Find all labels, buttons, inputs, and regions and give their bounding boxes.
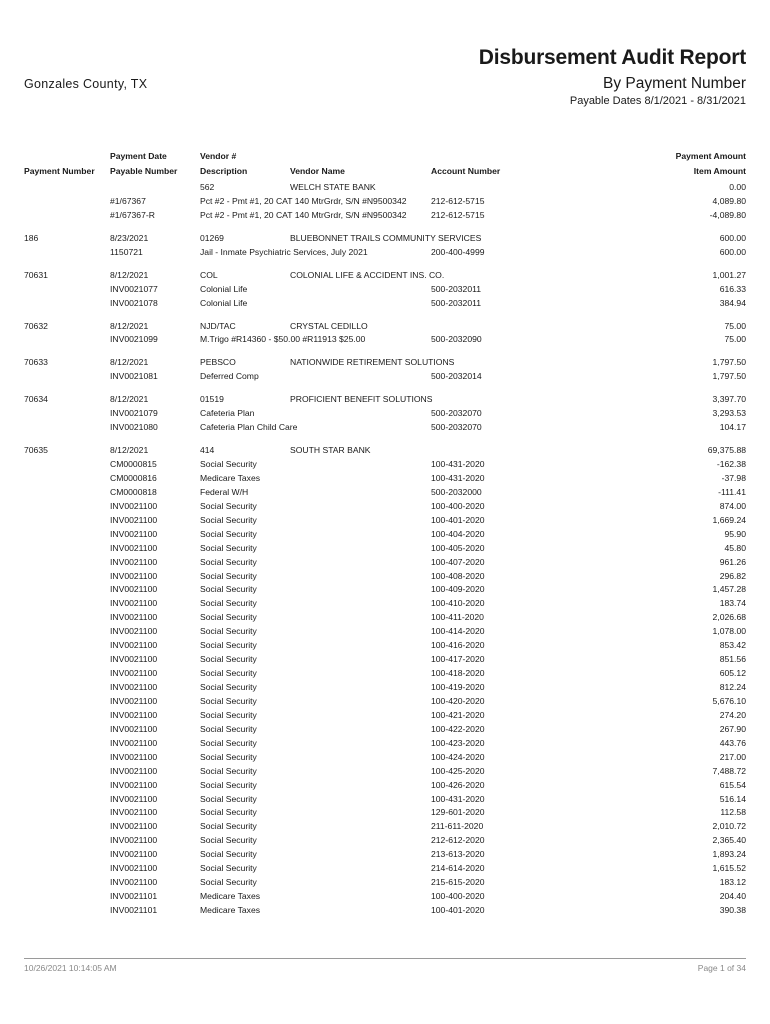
table-row [0,611,770,625]
amount-cell: 443.76 [719,737,746,748]
description-cell: Federal W/H [200,486,249,497]
description-cell: Cafeteria Plan [200,408,255,419]
description-cell: Pct #2 - Pmt #1, 20 CAT 140 MtrGrdr, S/N #N9500342 [200,195,407,206]
table-row [0,370,770,384]
amount-cell: 4,089.80 [712,195,746,206]
amount-cell: 75.00 [724,334,746,345]
amount-cell: 1,669.24 [712,514,746,525]
account-number-cell: 500-2032070 [431,422,482,433]
account-number-cell: 100-424-2020 [431,751,485,762]
amount-cell: 384.94 [719,297,746,308]
payable-cell: INV0021078 [110,297,158,308]
amount-cell: 0.00 [729,182,746,192]
amount-cell: 274.20 [719,709,746,720]
account-number-cell: 213-613-2020 [431,849,485,860]
footer-timestamp: 10/26/2021 10:14:05 AM [24,963,117,973]
payable-cell: 8/23/2021 [110,232,149,243]
table-row [0,500,770,514]
account-number-cell: 100-400-2020 [431,500,485,511]
description-cell: Social Security [200,626,257,637]
amount-cell: 1,797.50 [712,371,746,382]
amount-cell: 1,078.00 [712,626,746,637]
description-cell: Cafeteria Plan Child Care [200,422,298,433]
table-row [0,246,770,260]
table-row [0,806,770,820]
description-cell: Social Security [200,807,257,818]
description-cell: Jail - Inmate Psychiatric Services, July 2021 [200,246,368,257]
account-number-cell: 200-400-4999 [431,246,485,257]
description-cell: Social Security [200,849,257,860]
table-row [0,297,770,311]
payable-cell: INV0021100 [110,793,158,804]
table-row [0,269,770,283]
payable-cell: INV0021100 [110,556,158,567]
table-row [0,751,770,765]
payment-number-cell: 186 [24,232,39,243]
footer-divider [24,958,746,959]
account-number-cell: 500-2032011 [431,297,482,308]
account-number-cell: 100-401-2020 [431,905,485,915]
account-number-cell: 212-612-5715 [431,195,485,206]
table-row [0,695,770,709]
payment-number-cell: 70633 [24,357,48,368]
description-cell: Colonial Life [200,283,248,294]
amount-cell: 616.33 [719,283,746,294]
payable-cell: #1/67367-R [110,209,155,220]
payable-cell: INV0021100 [110,654,158,665]
amount-cell: 853.42 [719,640,746,651]
table-row [0,820,770,834]
table-row [0,181,770,195]
payable-cell: INV0021080 [110,422,158,433]
description-cell: Pct #2 - Pmt #1, 20 CAT 140 MtrGrdr, S/N #N9500342 [200,209,407,220]
payable-cell: INV0021100 [110,612,158,623]
payable-cell: INV0021100 [110,542,158,553]
payable-cell: INV0021100 [110,626,158,637]
amount-cell: 104.17 [719,422,746,433]
description-cell: Social Security [200,765,257,776]
table-row [0,209,770,223]
payment-number-cell: 70634 [24,394,48,405]
table-row [0,653,770,667]
account-number-cell: 100-416-2020 [431,640,485,651]
amount-cell: 217.00 [719,751,746,762]
payable-cell: INV0021100 [110,682,158,692]
table-row [0,333,770,347]
description-cell: Social Security [200,682,257,692]
table-row [0,723,770,737]
table-row [0,779,770,793]
payable-cell: INV0021081 [110,371,158,382]
description-cell: Social Security [200,584,257,595]
column-header-payable-number: Payable Number [110,166,178,176]
table-row [0,320,770,334]
account-number-cell: 500-2032090 [431,334,482,345]
payable-cell: 8/12/2021 [110,357,149,368]
table-row [0,393,770,407]
county-name: Gonzales County, TX [24,77,148,91]
amount-cell: 1,893.24 [712,849,746,860]
description-cell: Social Security [200,779,257,790]
account-number-cell: 100-423-2020 [431,737,485,748]
table-row [0,486,770,500]
payable-cell: 1150721 [110,246,143,257]
table-row [0,848,770,862]
account-number-cell: 100-404-2020 [431,528,485,539]
account-number-cell: 100-419-2020 [431,682,485,692]
column-header-item-amount: Item Amount [693,166,746,176]
description-cell: Medicare Taxes [200,472,261,483]
amount-cell: 69,375.88 [707,445,746,456]
description-cell: Social Security [200,612,257,623]
vendor-name-cell: CRYSTAL CEDILLO [290,320,368,331]
column-header-vendor-number: Vendor # [200,151,237,161]
account-number-cell: 100-414-2020 [431,626,485,637]
description-cell: Social Security [200,542,257,553]
payable-cell: CM0000818 [110,486,157,497]
account-number-cell: 100-407-2020 [431,556,485,567]
table-row [0,570,770,584]
table-row [0,444,770,458]
description-cell: Social Security [200,863,257,874]
amount-cell: 1,797.50 [712,357,746,368]
description-cell: Deferred Comp [200,371,259,382]
table-row [0,834,770,848]
payment-number-cell: 70635 [24,445,48,456]
payable-cell: 8/12/2021 [110,320,149,331]
report-rows [0,181,770,918]
description-cell: Social Security [200,556,257,567]
amount-cell: 5,676.10 [712,695,746,706]
amount-cell: 112.58 [720,807,746,818]
vendor-name-cell: COLONIAL LIFE & ACCIDENT INS. CO. [290,269,445,280]
vendor-name-cell: WELCH STATE BANK [290,182,376,192]
amount-cell: 961.26 [719,556,746,567]
footer-page-number: Page 1 of 34 [697,963,746,973]
payable-cell: 8/12/2021 [110,394,149,405]
column-header-payment-number: Payment Number [24,166,95,176]
vendor-name-cell: PROFICIENT BENEFIT SOLUTIONS [290,394,433,405]
amount-cell: 874.00 [719,500,746,511]
description-cell: Social Security [200,598,257,609]
amount-cell: 851.56 [719,654,746,665]
table-row [0,890,770,904]
payment-number-cell: 70632 [24,320,48,331]
payable-cell: INV0021101 [110,891,158,902]
description-cell: Social Security [200,751,257,762]
description-cell: 01269 [200,232,224,243]
table-row [0,356,770,370]
account-number-cell: 214-614-2020 [431,863,485,874]
amount-cell: -162.38 [716,459,746,469]
description-cell: Social Security [200,640,257,651]
amount-cell: 605.12 [719,668,746,679]
amount-cell: 2,365.40 [712,835,746,846]
description-cell: Social Security [200,668,257,679]
column-header-vendor-name: Vendor Name [290,166,345,176]
amount-cell: 7,488.72 [712,765,746,776]
payable-cell: INV0021100 [110,849,158,860]
table-row [0,793,770,807]
column-header-payment-amount: Payment Amount [675,151,746,161]
amount-cell: 183.12 [719,877,746,888]
table-row [0,407,770,421]
amount-cell: 95.90 [724,528,746,539]
account-number-cell: 100-408-2020 [431,570,485,581]
vendor-name-cell: NATIONWIDE RETIREMENT SOLUTIONS [290,357,455,368]
payable-cell: INV0021101 [110,905,158,915]
description-cell: M.Trigo #R14360 - $50.00 #R11913 $25.00 [200,334,366,345]
account-number-cell: 500-2032011 [431,283,482,294]
amount-cell: 45.80 [724,542,746,553]
table-row [0,597,770,611]
payment-number-cell: 70631 [24,269,48,280]
table-row [0,514,770,528]
payable-cell: INV0021100 [110,779,158,790]
table-row [0,458,770,472]
description-cell: Medicare Taxes [200,905,261,915]
account-number-cell: 100-420-2020 [431,695,485,706]
amount-cell: 1,001.27 [712,269,746,280]
report-title: Disbursement Audit Report [478,46,746,69]
account-number-cell: 100-411-2020 [431,612,484,623]
payable-cell: INV0021077 [110,283,158,294]
description-cell: Social Security [200,459,257,469]
table-row [0,737,770,751]
amount-cell: 2,010.72 [712,821,746,832]
account-number-cell: 100-409-2020 [431,584,485,595]
payable-date-range: Payable Dates 8/1/2021 - 8/31/2021 [569,95,746,107]
description-cell: Social Security [200,737,257,748]
description-cell: Colonial Life [200,297,248,308]
payable-cell: INV0021100 [110,528,158,539]
amount-cell: 75.00 [724,320,746,331]
account-number-cell: 100-431-2020 [431,459,485,469]
payable-cell: INV0021100 [110,821,158,832]
payable-cell: INV0021100 [110,835,158,846]
account-number-cell: 212-612-5715 [431,209,485,220]
description-cell: Social Security [200,877,257,888]
amount-cell: 3,293.53 [712,408,746,419]
account-number-cell: 100-421-2020 [431,709,485,720]
payable-cell: 8/12/2021 [110,269,149,280]
account-number-cell: 100-400-2020 [431,891,485,902]
account-number-cell: 211-611-2020 [431,821,484,832]
table-row [0,195,770,209]
payable-cell: INV0021100 [110,877,158,888]
description-cell: Medicare Taxes [200,891,261,902]
table-row [0,862,770,876]
table-row [0,681,770,695]
account-number-cell: 100-410-2020 [431,598,485,609]
description-cell: Social Security [200,835,257,846]
amount-cell: 3,397.70 [712,394,746,405]
description-cell: 414 [200,445,215,456]
account-number-cell: 100-425-2020 [431,765,485,776]
amount-cell: 296.82 [719,570,746,581]
vendor-name-cell: SOUTH STAR BANK [290,445,371,456]
account-number-cell: 500-2032014 [431,371,482,382]
payable-cell: INV0021100 [110,514,158,525]
account-number-cell: 129-601-2020 [431,807,485,818]
description-cell: Social Security [200,821,257,832]
description-cell: COL [200,269,218,280]
table-row [0,583,770,597]
account-number-cell: 215-615-2020 [431,877,485,888]
account-number-cell: 500-2032070 [431,408,482,419]
payable-cell: INV0021100 [110,598,158,609]
description-cell: Social Security [200,528,257,539]
description-cell: Social Security [200,500,257,511]
table-row [0,904,770,918]
account-number-cell: 100-426-2020 [431,779,485,790]
payable-cell: INV0021100 [110,765,158,776]
amount-cell: -111.41 [718,486,746,497]
payable-cell: CM0000815 [110,459,157,469]
table-row [0,232,770,246]
amount-cell: 1,457.28 [712,584,746,595]
amount-cell: 600.00 [719,232,746,243]
vendor-name-cell: BLUEBONNET TRAILS COMMUNITY SERVICES [290,232,482,243]
payable-cell: INV0021100 [110,668,158,679]
column-header-description: Description [200,166,248,176]
table-row [0,542,770,556]
table-row [0,528,770,542]
amount-cell: 2,026.68 [712,612,746,623]
payable-cell: INV0021100 [110,570,158,581]
amount-cell: 812.24 [719,682,746,692]
table-row [0,667,770,681]
table-row [0,639,770,653]
description-cell: Social Security [200,654,257,665]
description-cell: Social Security [200,514,257,525]
description-cell: Social Security [200,570,257,581]
payable-cell: INV0021100 [110,500,158,511]
account-number-cell: 500-2032000 [431,486,482,497]
description-cell: NJD/TAC [200,320,236,331]
amount-cell: -37.98 [721,472,746,483]
description-cell: Social Security [200,793,257,804]
account-number-cell: 100-431-2020 [431,793,485,804]
amount-cell: 516.14 [719,793,746,804]
payable-cell: #1/67367 [110,195,146,206]
amount-cell: 267.90 [719,723,746,734]
amount-cell: 183.74 [719,598,746,609]
payable-cell: INV0021100 [110,751,158,762]
account-number-cell: 100-418-2020 [431,668,485,679]
report-subtitle: By Payment Number [603,75,746,92]
description-cell: Social Security [200,723,257,734]
payable-cell: INV0021100 [110,640,158,651]
description-cell: Social Security [200,695,257,706]
payable-cell: INV0021100 [110,863,158,874]
payable-cell: INV0021100 [110,709,158,720]
amount-cell: 390.38 [719,905,746,915]
account-number-cell: 100-422-2020 [431,723,485,734]
description-cell: 01519 [200,394,224,405]
table-row [0,421,770,435]
table-row [0,709,770,723]
payable-cell: INV0021079 [110,408,158,419]
description-cell: 562 [200,182,215,192]
account-number-cell: 100-401-2020 [431,514,485,525]
account-number-cell: 100-431-2020 [431,472,485,483]
column-header-account-number: Account Number [431,166,501,176]
table-row [0,876,770,890]
payable-cell: INV0021099 [110,334,158,345]
table-row [0,472,770,486]
payable-cell: INV0021100 [110,737,158,748]
account-number-cell: 212-612-2020 [431,835,485,846]
payable-cell: INV0021100 [110,584,158,595]
table-row [0,283,770,297]
account-number-cell: 100-417-2020 [431,654,485,665]
amount-cell: 600.00 [719,246,746,257]
payable-cell: 8/12/2021 [110,445,149,456]
amount-cell: 615.54 [719,779,746,790]
table-row [0,556,770,570]
amount-cell: 1,615.52 [712,863,746,874]
amount-cell: -4,089.80 [709,209,746,220]
table-row [0,765,770,779]
amount-cell: 204.40 [719,891,746,902]
account-number-cell: 100-405-2020 [431,542,485,553]
payable-cell: INV0021100 [110,695,158,706]
payable-cell: CM0000816 [110,472,157,483]
table-row [0,625,770,639]
column-header-payment-date: Payment Date [110,151,167,161]
description-cell: Social Security [200,709,257,720]
description-cell: PEBSCO [200,357,236,368]
payable-cell: INV0021100 [110,807,158,818]
payable-cell: INV0021100 [110,723,158,734]
